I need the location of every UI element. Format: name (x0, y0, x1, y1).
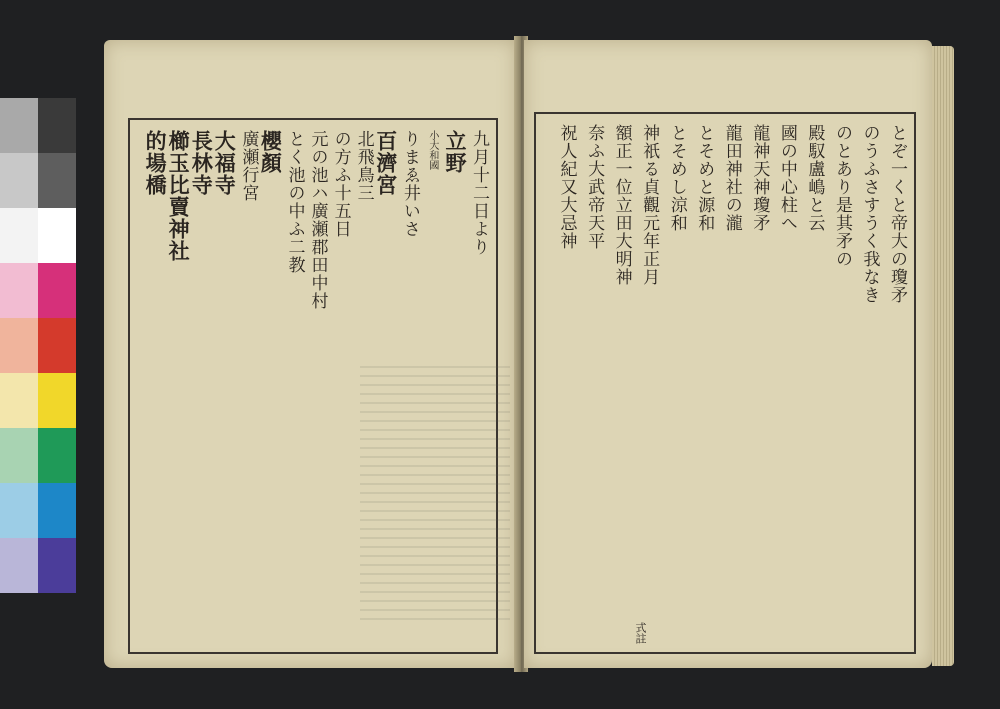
color-patch (0, 263, 38, 318)
right-page (524, 40, 932, 668)
color-patch (38, 483, 76, 538)
footnote-mark: 式註 (634, 622, 647, 644)
color-patch (38, 208, 76, 263)
color-patch (0, 208, 38, 263)
color-patch (38, 98, 76, 153)
color-patch (0, 153, 38, 208)
right-text-column: 奈ふ大武帝天平 (584, 124, 605, 250)
page-edges (932, 46, 954, 666)
right-text-column: 龍神天神瓊矛 (749, 124, 770, 232)
color-patch (38, 263, 76, 318)
faint-illustration (360, 360, 510, 620)
left-text-column: 大福寺 (212, 130, 238, 196)
left-text-column: 櫛玉比賣神社 (166, 130, 192, 262)
color-patch (38, 428, 76, 483)
open-book (104, 36, 954, 674)
right-text-column: 祝人紀又大忌神 (556, 124, 577, 250)
left-text-column: 小大和國 (426, 130, 438, 170)
left-text-column: の方ふ十五日 (330, 130, 351, 238)
right-text-column: 龍田神社の瀧 (721, 124, 742, 232)
left-text-column: とく池の中ふ二教 (284, 130, 305, 274)
left-page-text-frame (128, 118, 498, 654)
left-text-column: 廣瀬行宮 (238, 130, 259, 202)
right-text-column: 額正一位立田大明神 (611, 124, 632, 286)
left-text-column: 九月十二日より (469, 130, 489, 256)
color-patch (0, 98, 38, 153)
left-page (104, 40, 516, 668)
left-text-column: 北飛鳥三 (353, 130, 374, 202)
left-text-column: 櫻顏 (258, 130, 284, 174)
left-text-column: 長林寺 (189, 130, 215, 196)
color-patch (38, 153, 76, 208)
color-patch (38, 538, 76, 593)
color-patch (0, 318, 38, 373)
left-text-column: りまゑ井いさ (399, 130, 420, 238)
color-patch (38, 318, 76, 373)
right-text-column: とそめし涼和 (666, 124, 687, 232)
right-text-column: とそめと源和 (694, 124, 715, 232)
color-patch (38, 373, 76, 428)
left-text-column: 立野 (442, 130, 468, 174)
color-calibration-chart (0, 98, 76, 593)
right-text-column: 神祇る貞觀元年正月 (639, 124, 660, 286)
left-text-column: 百濟宮 (373, 130, 399, 196)
color-patch (0, 428, 38, 483)
right-text-column: とぞ一くと帝大の瓊矛 (887, 124, 907, 304)
right-text-column: のとあり是其矛の (831, 124, 852, 268)
color-patch (0, 538, 38, 593)
left-text-column: 的場橋 (143, 130, 169, 196)
color-patch (0, 373, 38, 428)
right-page-text-frame (534, 112, 916, 654)
right-text-column: 國の中心柱へ (776, 124, 797, 232)
right-text-column: のうふさすうく我なき (859, 124, 880, 304)
left-text-column: 元の池ハ廣瀬郡田中村 (307, 130, 328, 310)
right-text-column: 殿馭盧嶋と云 (804, 124, 825, 232)
color-patch (0, 483, 38, 538)
